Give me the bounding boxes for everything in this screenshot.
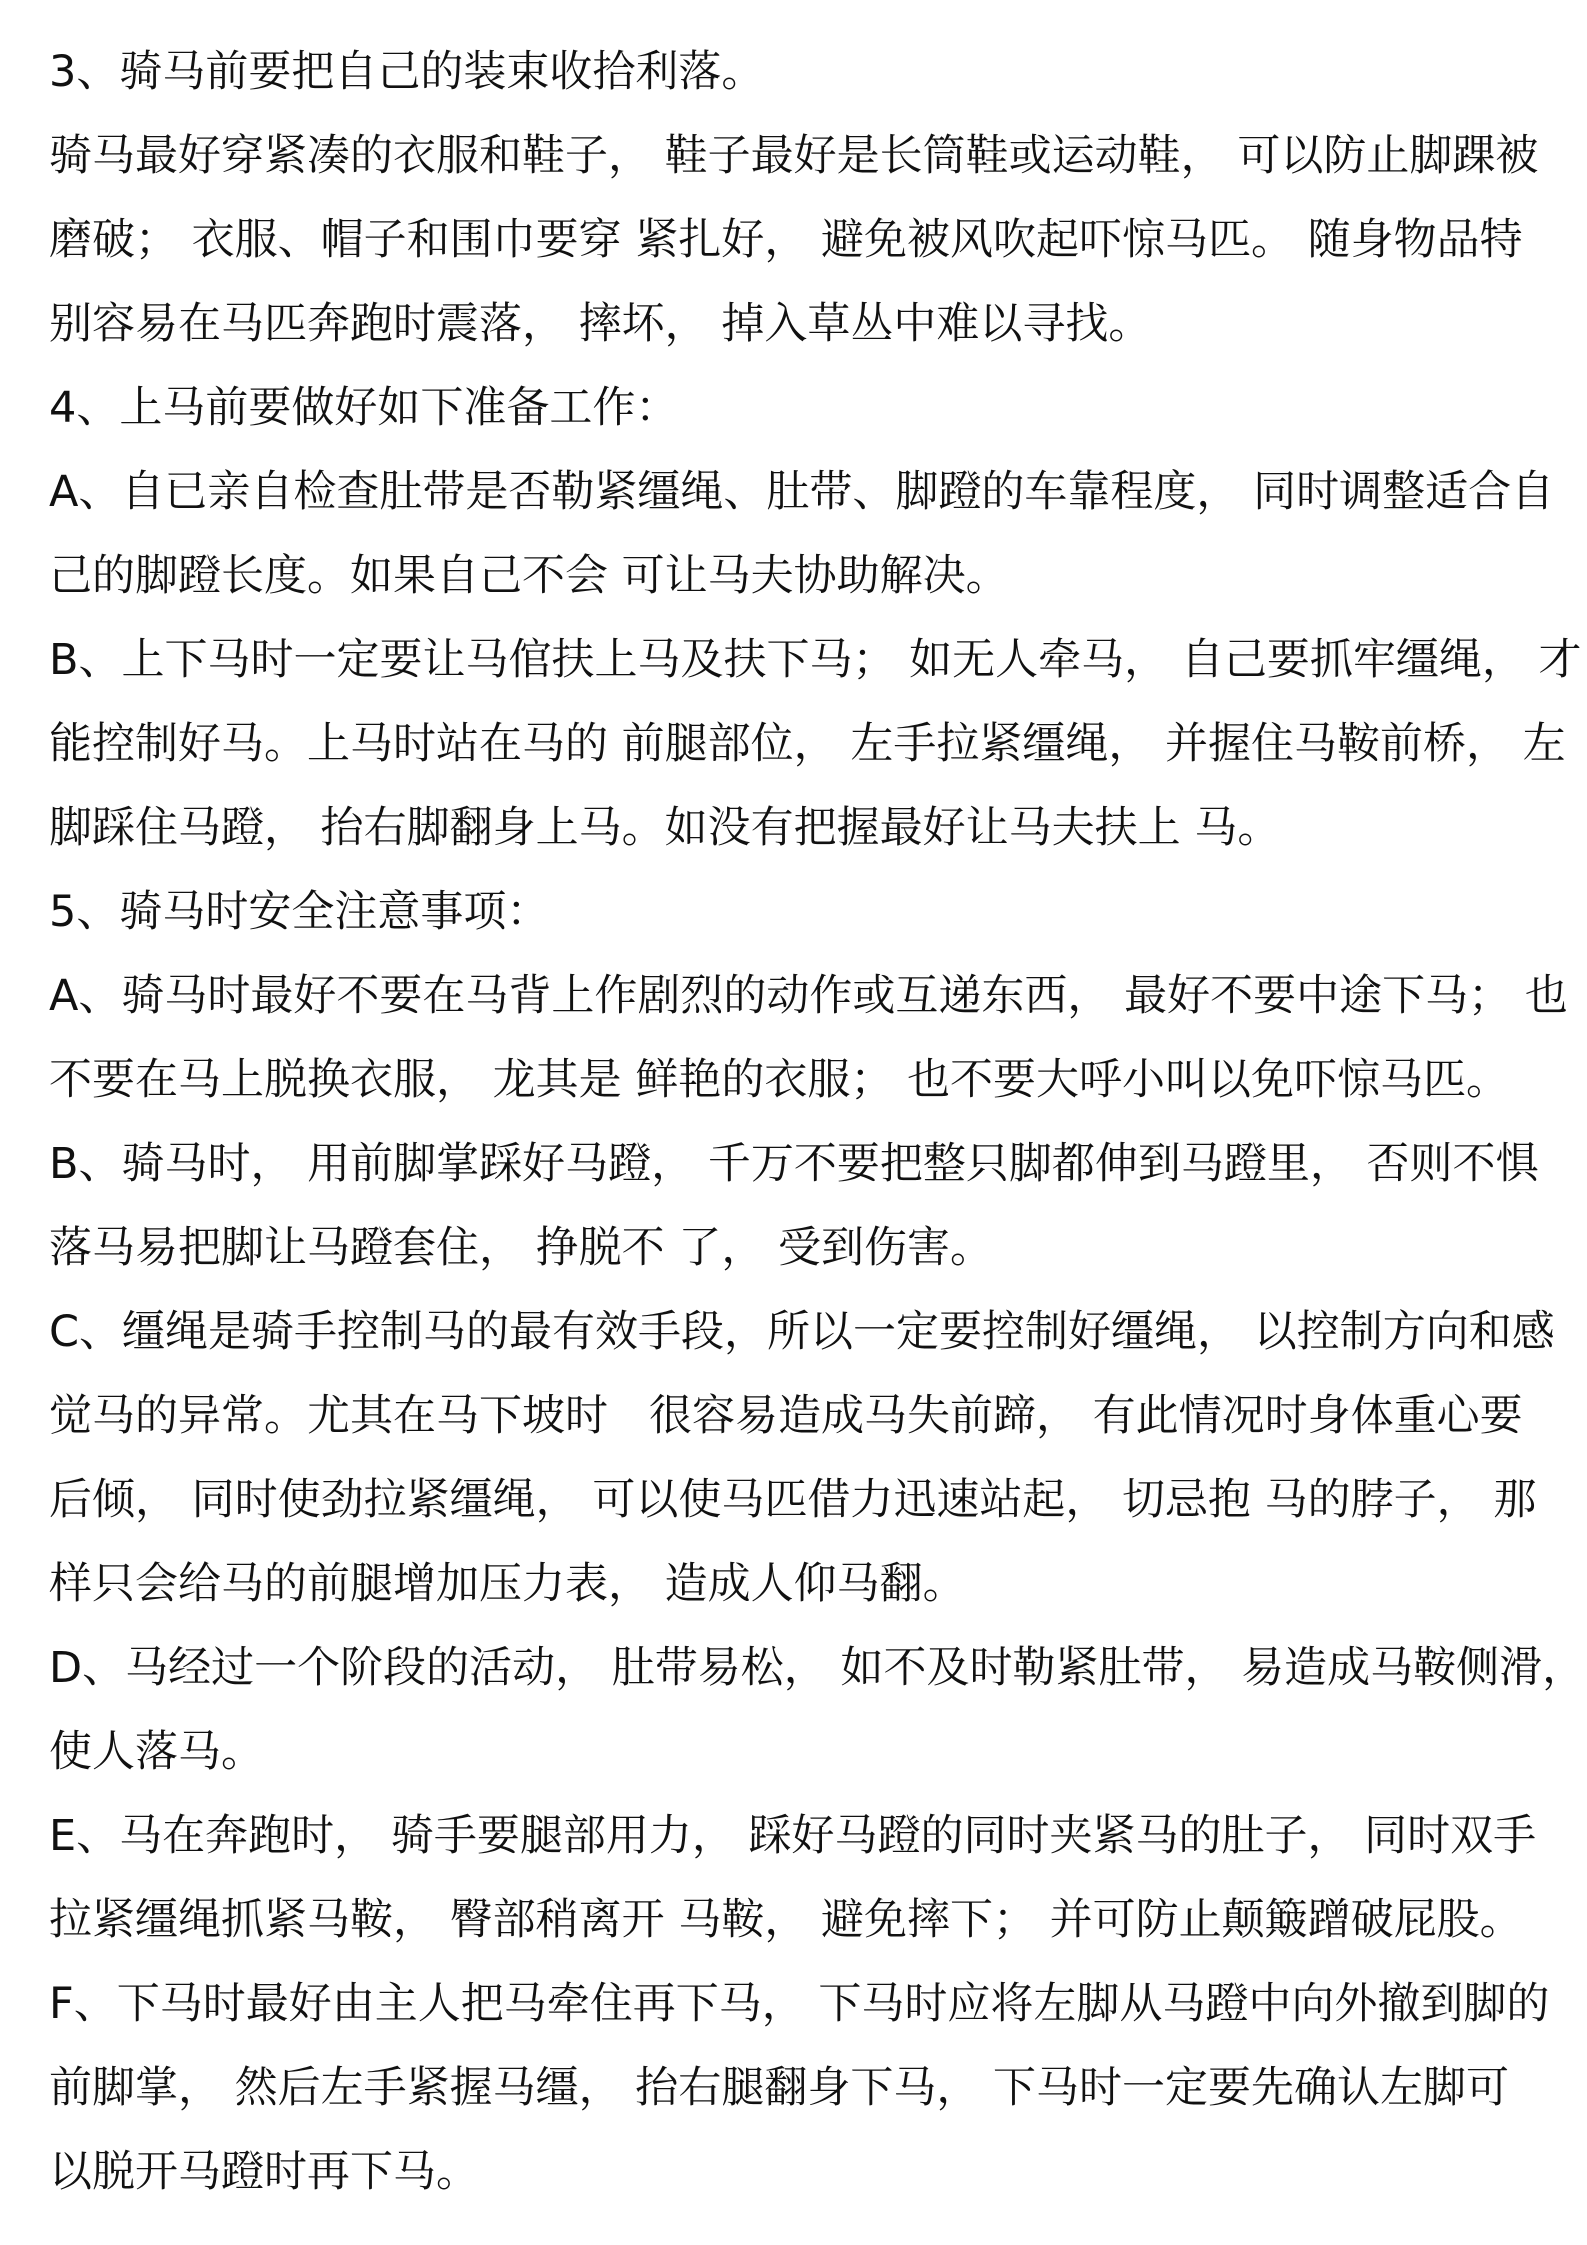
text-line: 4、上马前要做好如下准备工作： bbox=[49, 383, 679, 433]
text-line: 拉紧缰绳抓紧马鞍， 臀部稍离开 马鞍， 避免摔下； 并可防止颠簸蹭破屁股。 bbox=[49, 1895, 1523, 1945]
text-line: 后倾， 同时使劲拉紧缰绳， 可以使马匹借力迅速站起， 切忌抱 马的脖子， 那 bbox=[49, 1475, 1537, 1525]
text-line: 觉马的异常。尤其在马下坡时 很容易造成马失前蹄， 有此情况时身体重心要 bbox=[49, 1391, 1523, 1441]
text-line: 使人落马。 bbox=[49, 1727, 264, 1777]
text-line: 5、骑马时安全注意事项： bbox=[49, 887, 550, 937]
text-line: 骑马最好穿紧凑的衣服和鞋子， 鞋子最好是长筒鞋或运动鞋， 可以防止脚踝被 bbox=[49, 131, 1539, 181]
text-line: F、下马时最好由主人把马牵住再下马， 下马时应将左脚从马蹬中向外撤到脚的 bbox=[49, 1979, 1550, 2029]
text-line: 3、骑马前要把自己的装束收拾利落。 bbox=[49, 47, 765, 97]
text-line: 落马易把脚让马蹬套住， 挣脱不 了， 受到伤害。 bbox=[49, 1223, 994, 1273]
text-line: E、马在奔跑时， 骑手要腿部用力， 踩好马蹬的同时夹紧马的肚子， 同时双手 bbox=[49, 1811, 1537, 1861]
text-line: A、自已亲自检查肚带是否勒紧缰绳、肚带、脚蹬的车靠程度， 同时调整适合自 bbox=[49, 467, 1555, 517]
text-line: B、上下马时一定要让马倌扶上马及扶下马； 如无人牵马， 自己要抓牢缰绳， 才 bbox=[49, 635, 1582, 685]
text-line: 以脱开马蹬时再下马。 bbox=[49, 2147, 479, 2197]
text-line: 己的脚蹬长度。如果自己不会 可让马夫协助解决。 bbox=[49, 551, 1009, 601]
text-line: A、骑马时最好不要在马背上作剧烈的动作或互递东西， 最好不要中途下马； 也 bbox=[49, 971, 1568, 1021]
text-line: C、缰绳是骑手控制马的最有效手段，所以一定要控制好缰绳， 以控制方向和感 bbox=[49, 1307, 1555, 1357]
document-body bbox=[49, 30, 1586, 2214]
text-line: 脚踩住马蹬， 抬右脚翻身上马。如没有把握最好让马夫扶上 马。 bbox=[49, 803, 1281, 853]
text-line: 样只会给马的前腿增加压力表， 造成人仰马翻。 bbox=[49, 1559, 966, 1609]
text-line: 不要在马上脱换衣服， 龙其是 鲜艳的衣服； 也不要大呼小叫以免吓惊马匹。 bbox=[49, 1055, 1510, 1105]
text-line: 能控制好马。上马时站在马的 前腿部位， 左手拉紧缰绳， 并握住马鞍前桥， 左 bbox=[49, 719, 1566, 769]
text-line: 磨破； 衣服、帽子和围巾要穿 紧扎好， 避免被风吹起吓惊马匹。 随身物品特 bbox=[49, 215, 1523, 265]
text-line: B、骑马时， 用前脚掌踩好马蹬， 千万不要把整只脚都伸到马蹬里， 否则不惧 bbox=[49, 1139, 1539, 1189]
text-line: D、马经过一个阶段的活动， 肚带易松， 如不及时勒紧肚带， 易造成马鞍侧滑， bbox=[49, 1643, 1586, 1693]
text-line: 别容易在马匹奔跑时震落， 摔坏， 掉入草丛中难以寻找。 bbox=[49, 299, 1152, 349]
text-line: 前脚掌， 然后左手紧握马缰， 抬右腿翻身下马， 下马时一定要先确认左脚可 bbox=[49, 2063, 1510, 2113]
